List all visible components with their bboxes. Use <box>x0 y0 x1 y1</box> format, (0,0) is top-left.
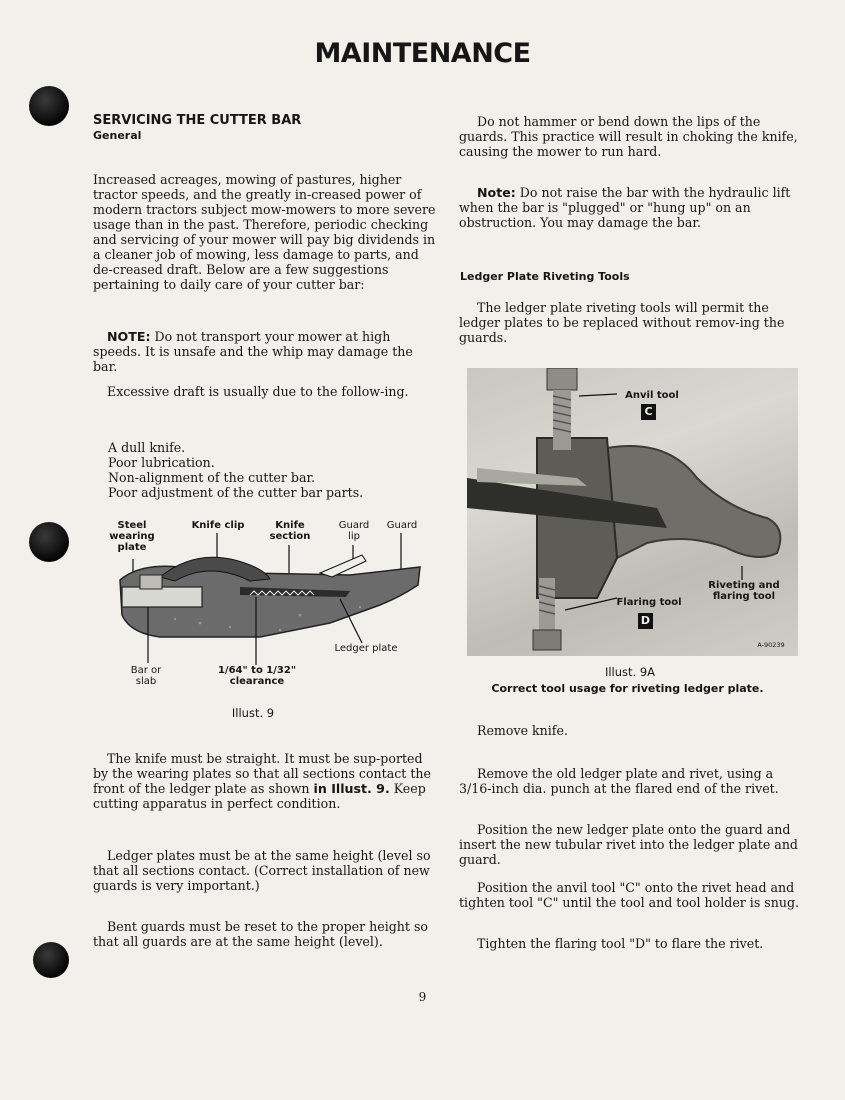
page-number: 9 <box>418 990 427 1004</box>
note-label: NOTE: <box>107 329 151 344</box>
tools-paragraph: The ledger plate riveting tools will permit the ledger plates to be replaced without remov-ing the guards. <box>459 300 785 345</box>
section-subheading: General <box>93 129 142 142</box>
illust-reference: in Illust. 9. <box>313 781 390 796</box>
step-position-ledger: Position the new ledger plate onto the guard and insert the new tubular rivet into the ledger plate and guard. <box>459 822 798 867</box>
label-guard: Guard <box>386 520 418 531</box>
knife-paragraph <box>93 751 441 811</box>
flaring-tool-badge: D <box>638 613 653 629</box>
note-label: Note: <box>477 185 516 200</box>
binder-hole-middle <box>29 522 69 562</box>
note-paragraph <box>93 329 441 374</box>
note-text: Do not raise the bar with the hydraulic lift when the bar is "plugged" or "hung up" on an obstruction. You may damage the bar. <box>459 185 791 230</box>
bent-guards-paragraph: Bent guards must be reset to the proper height so that all guards are at the same height (level). <box>93 919 429 949</box>
anvil-tool-badge: C <box>641 404 656 420</box>
riveting-flaring-tool-label: Riveting and flaring tool <box>708 580 780 602</box>
section-heading: SERVICING THE CUTTER BAR <box>93 113 302 128</box>
list-item: Poor adjustment of the cutter bar parts. <box>108 485 364 500</box>
label-knife-section: Knife section <box>269 520 311 542</box>
label-knife-clip: Knife clip <box>191 520 245 531</box>
draft-intro: Excessive draft is usually due to the follow-ing. <box>107 384 409 399</box>
label-bar: Bar or slab <box>130 665 162 687</box>
intro-paragraph: Increased acreages, mowing of pastures, higher tractor speeds, and the greatly in-creased power of modern tractors subject mow-mowers to more severe usage than in the past. Therefore, periodic checking and servicing of your mower will pay big dividends in a cleaner job of mowing, less damage to parts, and de-creased draft. Below are a few suggestions pertaining to daily care of your cutter bar: <box>93 172 436 292</box>
knife-text: The knife must be straight. It must be sup-ported by the wearing plates so that all sections contact the front of the ledger plate as shown <box>93 751 431 796</box>
tools-heading: Ledger Plate Riveting Tools <box>460 270 630 283</box>
knife-text-end: Keep cutting apparatus in perfect condition. <box>93 781 426 811</box>
riveting-tool-photo <box>467 368 798 656</box>
page-title: MAINTENANCE <box>314 38 531 69</box>
step-remove-knife: Remove knife. <box>477 723 568 738</box>
label-guard-lip: Guard lip <box>338 520 370 542</box>
label-ledger-plate: Ledger plate <box>334 643 398 654</box>
anvil-tool-label: Anvil tool <box>625 390 679 401</box>
list-item: Poor lubrication. <box>108 455 215 470</box>
riveting-tool-illustration <box>467 368 798 656</box>
binder-hole-bottom <box>33 942 69 978</box>
cutter-bar-diagram <box>100 515 440 695</box>
list-item: A dull knife. <box>108 440 186 455</box>
illustration-9-caption: Illust. 9 <box>231 706 275 720</box>
flaring-tool-label: Flaring tool <box>616 597 682 608</box>
hydraulic-note <box>459 185 807 230</box>
label-clearance: 1/64" to 1/32" clearance <box>217 665 297 687</box>
step-remove-ledger: Remove the old ledger plate and rivet, using a 3/16-inch dia. punch at the flared end of the rivet. <box>459 766 779 796</box>
step-tighten-flaring: Tighten the flaring tool "D" to flare the rivet. <box>477 936 764 951</box>
label-steel-plate: Steel wearing plate <box>109 520 155 553</box>
binder-hole-top <box>29 86 69 126</box>
hammer-paragraph: Do not hammer or bend down the lips of the guards. This practice will result in choking the knife, causing the mower to run hard. <box>459 114 798 159</box>
draft-list <box>108 440 438 500</box>
list-item: Non-alignment of the cutter bar. <box>108 470 316 485</box>
illustration-9a-caption: Illust. 9A <box>604 665 656 679</box>
step-position-anvil: Position the anvil tool "C" onto the rivet head and tighten tool "C" until the tool and tool holder is snug. <box>459 880 800 910</box>
note-text: Do not transport your mower at high speeds. It is unsafe and the whip may damage the bar. <box>93 329 413 374</box>
illustration-9a-description: Correct tool usage for riveting ledger plate. <box>491 682 764 695</box>
ledger-height-paragraph: Ledger plates must be at the same height (level so that all sections contact. (Correct installation of new guards is very important.) <box>93 848 431 893</box>
photo-code: A-90239 <box>757 641 785 649</box>
